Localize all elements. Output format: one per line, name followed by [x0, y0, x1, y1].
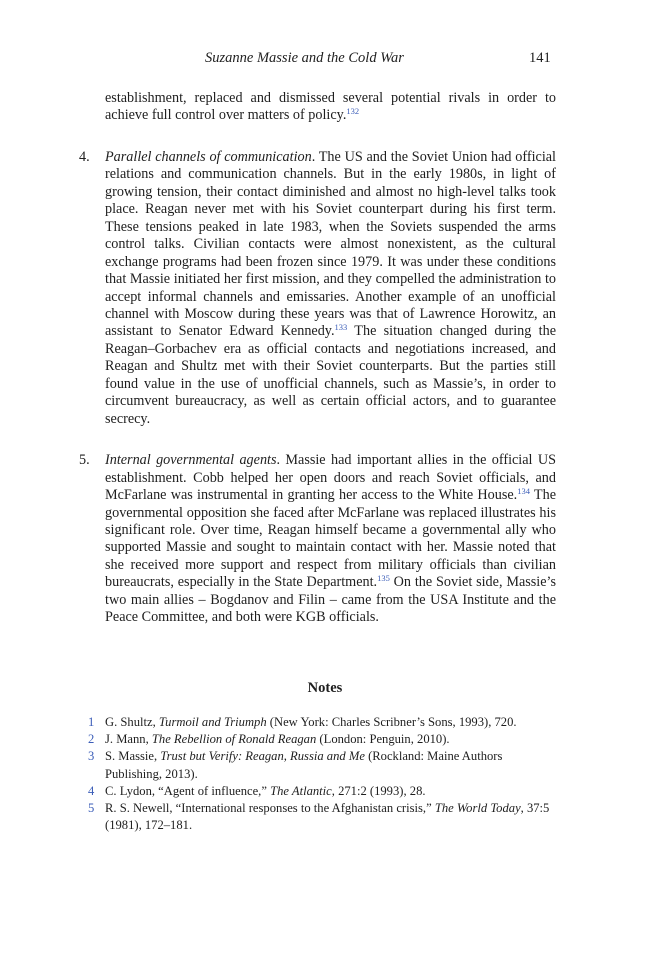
note-entry	[88, 731, 556, 748]
note-text	[105, 783, 556, 800]
item-lead-phrase: Parallel channels of communication	[105, 148, 312, 165]
body-text	[79, 90, 556, 651]
list-item-text	[105, 149, 556, 428]
note-entry	[88, 800, 556, 834]
note-number[interactable]: 1	[88, 715, 95, 729]
note-entry	[88, 783, 556, 800]
note-text	[105, 731, 556, 748]
note-text-part: (Rockland: Maine Authors Publishing, 2013).	[105, 749, 503, 781]
note-text-part: , 37:5 (1981), 172–181.	[105, 801, 550, 833]
item-lead-phrase: Internal governmental agents	[105, 452, 277, 469]
continued-paragraph	[79, 90, 556, 125]
running-title: Suzanne Massie and the Cold War	[205, 50, 404, 66]
note-text-part: J. Mann,	[105, 732, 152, 747]
note-entry	[88, 714, 556, 731]
item-text-part: The governmental opposition she faced after McFarlane was replaced illustrates his significant role. Over time, Reagan himself became a governmental ally who supported Massie and sought to maintain contact with her. Massie noted that she received more support and respect from military officials than civilian bureaucrats, especially in the State Department.	[105, 487, 556, 591]
note-number[interactable]: 2	[88, 732, 95, 747]
note-text	[105, 714, 556, 731]
note-reference[interactable]: 133	[334, 322, 348, 333]
note-title: The Atlantic	[270, 783, 332, 798]
note-text-part: C. Lydon, “Agent of influence,”	[105, 783, 271, 798]
note-entry	[88, 748, 556, 782]
note-text	[105, 800, 556, 834]
paragraph-text: establishment, replaced and dismissed several potential rivals in order to achieve full control over matters of policy.	[105, 90, 556, 124]
note-text-part: , 271:2 (1993), 28.	[331, 783, 426, 798]
note-reference[interactable]: 135	[377, 573, 390, 584]
notes-heading: Notes	[307, 680, 343, 696]
item-text-part: On the Soviet side, Massie’s two main allies – Bogdanov and Filin – came from the USA Institute and the Peace Committee, and both were KGB officials.	[105, 574, 556, 626]
note-text-part: G. Shultz,	[105, 715, 159, 729]
note-text-part: S. Massie,	[105, 749, 161, 764]
list-item-number: 4.	[79, 148, 90, 165]
note-title: Turmoil and Triumph	[158, 715, 267, 729]
note-text	[105, 748, 556, 782]
item-text-part: . Massie had important allies in the official US establishment. Cobb helped her open doors and reach Soviet officials, and McFarlane was instrumental in granting her access to the White House.	[105, 452, 556, 504]
note-number[interactable]: 4	[88, 783, 95, 798]
page-number: 141	[529, 50, 551, 66]
note-text-part: R. S. Newell, “International responses to the Afghanistan crisis,”	[105, 801, 435, 816]
note-reference[interactable]: 134	[517, 486, 530, 497]
note-number[interactable]: 5	[88, 801, 95, 816]
note-text-part: (New York: Charles Scribner’s Sons, 1993), 720.	[266, 715, 517, 729]
item-text-part: The situation changed during the Reagan–Gorbachev era as official contacts and negotiations increased, and Reagan and Shultz met with their Soviet counterparts. But the parties still found value in the use of unofficial channels, such as Massie’s, in order to circumvent bureaucracy, as well as certain official actors, and to guarantee secrecy.	[105, 323, 556, 427]
list-item	[79, 452, 556, 627]
note-title: Trust but Verify: Reagan, Russia and Me	[160, 749, 365, 764]
note-reference[interactable]: 132	[346, 106, 360, 117]
list-item	[79, 149, 556, 428]
list-item-text	[105, 452, 556, 627]
note-number[interactable]: 3	[88, 749, 95, 764]
notes-list	[88, 714, 556, 834]
note-title: The Rebellion of Ronald Reagan	[151, 732, 317, 747]
note-text-part: (London: Penguin, 2010).	[316, 732, 450, 747]
running-header	[0, 50, 650, 72]
note-title: The World Today	[434, 801, 521, 816]
item-text-part: . The US and the Soviet Union had official relations and communication channels. But in the early 1980s, in light of growing tension, their contact diminished and almost no high-level talks took place. Reagan never met with his Soviet counterpart during his first term. These tensions peaked in late 1983, when the Soviets suspended the arms control talks. Civilian contacts were almost nonexistent, as the cultural exchange programs had been frozen since 1979. It was under these conditions that Massie initiated her first mission, and they compelled the administration to accept informal channels and emissaries. Another example of an unofficial channel with Moscow during these years was that of Lawrence Horowitz, an assistant to Senator Edward Kennedy.	[105, 148, 556, 340]
list-item-number: 5.	[79, 452, 90, 469]
